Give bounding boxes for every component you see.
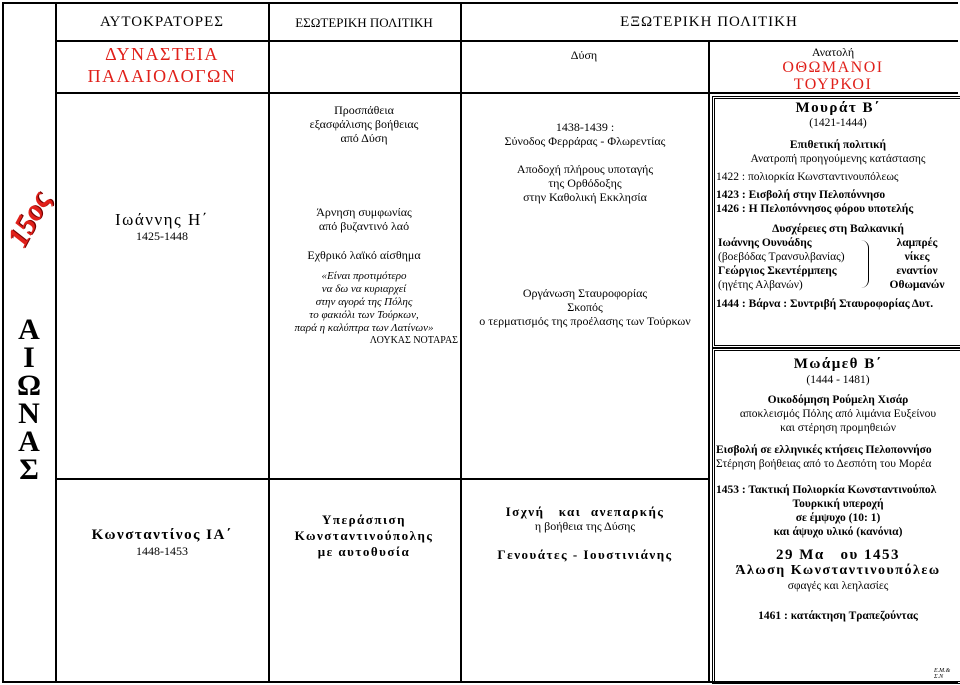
century-letter: Ι bbox=[23, 341, 35, 374]
murat-policy1: Επιθετική πολιτική bbox=[789, 139, 887, 151]
internal2-l3: με αυτοθυσία bbox=[317, 544, 411, 559]
internal2-l2: Κωνσταντινούπολης bbox=[294, 528, 434, 543]
emperor-konstantinos bbox=[56, 526, 268, 558]
council-name: Σύνοδος Φερράρας - Φλωρεντίας bbox=[504, 134, 666, 148]
hunyadi-title: (βοεβόδας Τρανσυλβανίας) bbox=[718, 251, 845, 263]
result-l3: εναντίον bbox=[896, 265, 938, 277]
accept-l1: Αποδοχή πλήρους υποταγής bbox=[516, 162, 654, 176]
internal-p2-l2: από βυζαντινό λαό bbox=[318, 219, 410, 233]
internal-p1-l3: από Δύση bbox=[340, 131, 388, 145]
emperor1-years: 1425-1448 bbox=[136, 229, 188, 243]
dynasty-line2: ΠΑΛΑΙΟΛΟΓΩΝ bbox=[87, 66, 237, 86]
mehmet-content bbox=[716, 356, 960, 623]
mehmet-name: Μωάμεθ Β΄ bbox=[793, 356, 883, 372]
murat-name: Μουράτ Β΄ bbox=[795, 100, 881, 116]
internal-p1-l2: εξασφάλισης βοήθειας bbox=[309, 117, 419, 131]
century-year: 15ος bbox=[0, 185, 58, 253]
result-l4: Οθωμανών bbox=[889, 279, 945, 291]
result-l1: λαμπρές bbox=[896, 237, 938, 249]
accept-l2: της Ορθόδοξης bbox=[548, 176, 622, 190]
mehmet-b2: Στέρηση βοήθειας από το Δεσπότη του Μορέα bbox=[716, 458, 932, 470]
brace-icon bbox=[858, 240, 869, 288]
century-letter: Α bbox=[18, 313, 40, 346]
emperor2-years: 1448-1453 bbox=[136, 544, 188, 558]
murat-1426: 1426 : Η Πελοπόννησος φόρου υποτελής bbox=[716, 203, 914, 215]
fall-title: Άλωση Κωνσταντινουπόλεω bbox=[735, 563, 941, 578]
internal-policy-1 bbox=[270, 103, 458, 347]
grid-line-row-split bbox=[56, 478, 709, 480]
accept-l3: στην Καθολική Εκκλησία bbox=[523, 190, 647, 204]
murat-balkan: Δυσχέρειες στη Βαλκανική bbox=[772, 223, 904, 235]
east-line2: ΤΟΥΡΚΟΙ bbox=[793, 76, 873, 93]
fall-date: 29 Μα ου 1453 bbox=[775, 547, 901, 563]
emperor1-name: Ιωάννης Η΄ bbox=[115, 210, 209, 229]
mehmet-c3: σε έμψυχο (10: 1) bbox=[795, 512, 881, 524]
murat-1422: 1422 : πολιορκία Κωνσταντινουπόλεως bbox=[716, 171, 899, 183]
crusade-title: Οργάνωση Σταυροφορίας bbox=[522, 286, 648, 300]
balkan-opponents bbox=[716, 236, 960, 292]
crusade-aim: Σκοπός bbox=[567, 300, 603, 314]
west2-l2: η βοήθεια της Δύσης bbox=[534, 519, 636, 533]
mehmet-years: (1444 - 1481) bbox=[806, 374, 870, 386]
skanderbeg-name: Γεώργιος Σκεντέρμπεης bbox=[718, 265, 837, 277]
west-header: Δύση bbox=[570, 48, 598, 62]
grid-line-top bbox=[2, 2, 958, 4]
brace-result bbox=[872, 236, 960, 292]
east-line1: ΟΘΩΜΑΝΟΙ bbox=[782, 59, 884, 76]
mehmet-c4: και άψυχο υλικό (κανόνια) bbox=[773, 526, 903, 538]
west-policy-1 bbox=[462, 120, 708, 328]
murat-policy2: Ανατροπή προηγούμενης κατάστασης bbox=[750, 153, 926, 165]
grid-line-header bbox=[56, 40, 958, 42]
internal2-l1: Υπεράσπιση bbox=[322, 512, 406, 527]
header-emperors: ΑΥΤΟΚΡΑΤΟΡΕΣ bbox=[99, 14, 225, 30]
west2-l1: Ισχνή και ανεπαρκής bbox=[505, 504, 665, 519]
skanderbeg-title: (ηγέτης Αλβανών) bbox=[718, 279, 803, 291]
century-letter: Α bbox=[18, 425, 40, 458]
internal-p2-l1: Άρνηση συμφωνίας bbox=[316, 205, 412, 219]
murat-years: (1421-1444) bbox=[809, 117, 867, 129]
quote-line: το φακιόλι των Τούρκων, bbox=[309, 309, 419, 321]
header-external-policy: ΕΞΩΤΕΡΙΚΗ ΠΟΛΙΤΙΚΗ bbox=[620, 14, 798, 30]
west2-l3: Γενουάτες - Ιουστινιάνης bbox=[497, 547, 673, 562]
grid-line-col4 bbox=[708, 40, 710, 682]
quote-line: να δω να κυριαρχεί bbox=[321, 283, 407, 295]
hunyadi-name: Ιωάννης Ουνυάδης bbox=[718, 237, 812, 249]
murat-1444: 1444 : Βάρνα : Συντριβή Σταυροφορίας Δυτ. bbox=[716, 298, 934, 310]
result-l2: νίκες bbox=[904, 251, 930, 263]
emperor-ioannis bbox=[56, 210, 268, 243]
mehmet-a2: αποκλεισμός Πόλης από λιμάνια Ευξείνου bbox=[739, 408, 937, 420]
quote-line: στην αγορά της Πόλης bbox=[315, 296, 413, 308]
grid-line-side bbox=[55, 2, 57, 682]
header-internal-policy: ΕΣΩΤΕΡΙΚΗ ΠΟΛΙΤΙΚΗ bbox=[295, 15, 433, 30]
fall-after: σφαγές και λεηλασίες bbox=[787, 580, 889, 592]
crusade-desc: ο τερματισμός της προέλασης των Τούρκων bbox=[479, 314, 691, 328]
internal-policy-2 bbox=[270, 512, 458, 560]
internal-p3: Εχθρικό λαϊκό αίσθημα bbox=[307, 248, 421, 262]
mehmet-1461: 1461 : κατάκτηση Τραπεζούντας bbox=[758, 610, 918, 622]
emperor2-name: Κωνσταντίνος ΙΑ΄ bbox=[91, 527, 233, 543]
century-letters bbox=[4, 313, 54, 486]
mehmet-b1: Εισβολή σε ελληνικές κτήσεις Πελοποννήσο bbox=[716, 444, 932, 456]
east-header bbox=[708, 45, 958, 93]
dynasty-title bbox=[56, 43, 268, 87]
quote-line: παρά η καλύπτρα των Λατίνων» bbox=[294, 322, 434, 334]
quote-line: «Είναι προτιμότερο bbox=[321, 270, 407, 282]
signature: Ε.Μ.& Σ.Ν bbox=[934, 668, 951, 680]
grid-line-col3 bbox=[460, 2, 462, 682]
notaras-quote bbox=[270, 270, 458, 335]
quote-author: ΛΟΥΚΑΣ ΝΟΤΑΡΑΣ bbox=[369, 335, 458, 346]
mehmet-c2: Τουρκική υπεροχή bbox=[792, 498, 884, 510]
east-label: Ανατολή bbox=[811, 45, 855, 59]
mehmet-a3: και στέρηση προμηθειών bbox=[780, 422, 896, 434]
mehmet-a1: Οικοδόμηση Ρούμελη Χισάρ bbox=[767, 394, 909, 406]
mehmet-c1: 1453 : Τακτική Πολιορκία Κωνσταντινούπολ bbox=[716, 484, 937, 496]
council-date: 1438-1439 : bbox=[555, 120, 615, 134]
internal-p1-l1: Προσπάθεια bbox=[334, 103, 394, 117]
west-policy-2 bbox=[462, 504, 708, 562]
century-letter: Ν bbox=[18, 397, 40, 430]
century-letter: Σ bbox=[19, 453, 39, 486]
century-letter: Ω bbox=[16, 369, 42, 402]
murat-content bbox=[716, 100, 960, 311]
murat-1423: 1423 : Εισβολή στην Πελοπόννησο bbox=[716, 189, 886, 201]
dynasty-line1: ΔΥΝΑΣΤΕΙΑ bbox=[105, 44, 219, 64]
